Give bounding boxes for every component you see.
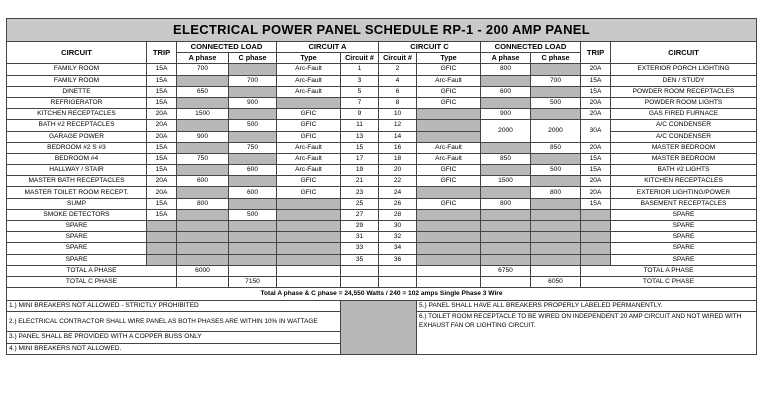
type-a xyxy=(277,221,341,232)
trip-left: 15A xyxy=(147,209,177,220)
c-phase-left: 750 xyxy=(229,142,277,153)
circuit-name-right: SPARE xyxy=(611,209,757,220)
a-phase-right xyxy=(481,209,531,220)
trip-right: 30A xyxy=(581,120,611,142)
a-phase-left: 1500 xyxy=(177,109,229,120)
a-phase-right: 800 xyxy=(481,64,531,75)
c-phase-left: 600 xyxy=(229,187,277,198)
circuit-num-c: 14 xyxy=(379,131,417,142)
circuit-num-a: 29 xyxy=(341,221,379,232)
trip-right xyxy=(581,232,611,243)
a-phase-right xyxy=(481,165,531,176)
table-row xyxy=(7,209,757,220)
table-row xyxy=(7,131,757,142)
type-a: GFIC xyxy=(277,120,341,131)
circuit-name-right: SPARE xyxy=(611,254,757,265)
circuit-num-c: 6 xyxy=(379,86,417,97)
circuit-num-c: 22 xyxy=(379,176,417,187)
c-phase-right: 800 xyxy=(531,187,581,198)
type-a xyxy=(277,209,341,220)
a-phase-right: 1500 xyxy=(481,176,531,187)
a-phase-right xyxy=(481,221,531,232)
a-phase-left: 800 xyxy=(177,198,229,209)
type-c: GFIC xyxy=(417,198,481,209)
circuit-num-c: 8 xyxy=(379,97,417,108)
total-c-label-right: TOTAL C PHASE xyxy=(581,276,757,287)
trip-right: 20A xyxy=(581,109,611,120)
trip-left: 15A xyxy=(147,97,177,108)
circuit-name-right: SPARE xyxy=(611,221,757,232)
type-c xyxy=(417,131,481,142)
c-phase-right xyxy=(531,243,581,254)
circuit-num-a: 15 xyxy=(341,142,379,153)
trip-right: 15A xyxy=(581,86,611,97)
c-phase-right xyxy=(531,64,581,75)
header-circuit-num-a: Circuit # xyxy=(341,53,379,64)
type-c: GFIC xyxy=(417,86,481,97)
type-c: Arc-Fault xyxy=(417,142,481,153)
schedule-rows xyxy=(7,64,757,265)
circuit-name-left: FAMILY ROOM xyxy=(7,64,147,75)
trip-right xyxy=(581,254,611,265)
circuit-num-c: 28 xyxy=(379,209,417,220)
circuit-num-a: 1 xyxy=(341,64,379,75)
type-c xyxy=(417,209,481,220)
circuit-num-a: 13 xyxy=(341,131,379,142)
circuit-num-a: 11 xyxy=(341,120,379,131)
type-a xyxy=(277,232,341,243)
trip-right xyxy=(581,243,611,254)
c-phase-left xyxy=(229,176,277,187)
a-phase-left xyxy=(177,187,229,198)
header-a-phase-left: A phase xyxy=(177,53,229,64)
circuit-num-c: 2 xyxy=(379,64,417,75)
header-connected-load-right: CONNECTED LOAD xyxy=(481,42,581,53)
circuit-num-c: 24 xyxy=(379,187,417,198)
trip-right: 20A xyxy=(581,142,611,153)
c-phase-left xyxy=(229,243,277,254)
circuit-name-left: BATH #2 RECEPTACLES xyxy=(7,120,147,131)
a-phase-left: 900 xyxy=(177,131,229,142)
circuit-num-c: 34 xyxy=(379,243,417,254)
circuit-name-left: SPARE xyxy=(7,232,147,243)
c-phase-right xyxy=(531,153,581,164)
trip-left xyxy=(147,243,177,254)
total-a-label-right: TOTAL A PHASE xyxy=(581,265,757,276)
trip-left xyxy=(147,254,177,265)
c-phase-right: 700 xyxy=(531,75,581,86)
table-row xyxy=(7,232,757,243)
header-c-phase-left: C phase xyxy=(229,53,277,64)
note-3: 3.) PANEL SHALL BE PROVIDED WITH A COPPER BUSS ONLY xyxy=(7,332,341,343)
type-c xyxy=(417,243,481,254)
schedule-table xyxy=(6,18,757,355)
panel-schedule xyxy=(6,18,756,355)
type-a xyxy=(277,243,341,254)
type-c xyxy=(417,109,481,120)
a-phase-left xyxy=(177,209,229,220)
trip-right xyxy=(581,209,611,220)
trip-left: 20A xyxy=(147,120,177,131)
type-a: GFIC xyxy=(277,131,341,142)
trip-left: 20A xyxy=(147,131,177,142)
c-phase-left: 500 xyxy=(229,120,277,131)
circuit-name-left: BEDROOM #4 xyxy=(7,153,147,164)
type-a: GFIC xyxy=(277,187,341,198)
type-c: GFIC xyxy=(417,64,481,75)
a-phase-right xyxy=(481,243,531,254)
a-phase-right xyxy=(481,142,531,153)
table-row xyxy=(7,86,757,97)
type-c xyxy=(417,187,481,198)
c-phase-right: 850 xyxy=(531,142,581,153)
circuit-name-right: BATH #2 LIGHTS xyxy=(611,165,757,176)
circuit-name-right: SPARE xyxy=(611,243,757,254)
a-phase-right xyxy=(481,187,531,198)
c-phase-right: 2000 xyxy=(531,120,581,142)
circuit-name-left: HALLWAY / STAIR xyxy=(7,165,147,176)
header-connected-load-left: CONNECTED LOAD xyxy=(177,42,277,53)
type-a: GFIC xyxy=(277,176,341,187)
circuit-num-c: 20 xyxy=(379,165,417,176)
header-circuit-right: CIRCUIT xyxy=(611,42,757,64)
table-row xyxy=(7,109,757,120)
circuit-name-right: KITCHEN RECEPTACLES xyxy=(611,176,757,187)
a-phase-right: 900 xyxy=(481,109,531,120)
circuit-num-c: 32 xyxy=(379,232,417,243)
circuit-num-a: 9 xyxy=(341,109,379,120)
type-a: Arc-Fault xyxy=(277,64,341,75)
circuit-num-c: 18 xyxy=(379,153,417,164)
type-a: Arc-Fault xyxy=(277,142,341,153)
type-c: GFIC xyxy=(417,165,481,176)
a-phase-left xyxy=(177,97,229,108)
trip-left: 15A xyxy=(147,64,177,75)
trip-right: 15A xyxy=(581,165,611,176)
type-a: Arc-Fault xyxy=(277,86,341,97)
schedule-footer xyxy=(7,265,757,354)
a-phase-left xyxy=(177,232,229,243)
note-2: 2.) ELECTRICAL CONTRACTOR SHALL WIRE PANEL AS BOTH PHASES ARE WITHIN 10% IN WATTAGE xyxy=(7,312,341,332)
circuit-name-left: SUMP xyxy=(7,198,147,209)
total-a-label-left: TOTAL A PHASE xyxy=(7,265,177,276)
circuit-num-c: 10 xyxy=(379,109,417,120)
circuit-num-a: 23 xyxy=(341,187,379,198)
circuit-num-c: 4 xyxy=(379,75,417,86)
load-summary: Total A phase & C phase = 24,550 Watts / 240 = 102 amps Single Phase 3 Wire xyxy=(7,288,757,301)
table-row xyxy=(7,75,757,86)
circuit-num-a: 3 xyxy=(341,75,379,86)
c-phase-right: 500 xyxy=(531,165,581,176)
table-row xyxy=(7,176,757,187)
trip-left: 15A xyxy=(147,153,177,164)
c-phase-left xyxy=(229,254,277,265)
circuit-name-right: EXTERIOR PORCH LIGHTING xyxy=(611,64,757,75)
header-type-a: Type xyxy=(277,53,341,64)
circuit-name-right: A/C CONDENSER xyxy=(611,131,757,142)
a-phase-right: 600 xyxy=(481,86,531,97)
trip-left xyxy=(147,232,177,243)
c-phase-left xyxy=(229,109,277,120)
header-trip-left: TRIP xyxy=(147,42,177,64)
a-phase-left xyxy=(177,142,229,153)
circuit-num-c: 12 xyxy=(379,120,417,131)
circuit-num-a: 21 xyxy=(341,176,379,187)
circuit-name-left: SPARE xyxy=(7,243,147,254)
c-phase-left xyxy=(229,232,277,243)
c-phase-right xyxy=(531,176,581,187)
circuit-name-left: FAMILY ROOM xyxy=(7,75,147,86)
type-c xyxy=(417,232,481,243)
type-a xyxy=(277,97,341,108)
circuit-name-left: REFRIGERATOR xyxy=(7,97,147,108)
type-a xyxy=(277,254,341,265)
header-a-phase-right: A phase xyxy=(481,53,531,64)
circuit-name-right: DEN / STUDY xyxy=(611,75,757,86)
trip-right: 20A xyxy=(581,187,611,198)
table-row xyxy=(7,97,757,108)
c-phase-right xyxy=(531,198,581,209)
c-phase-right xyxy=(531,86,581,97)
c-phase-left xyxy=(229,64,277,75)
circuit-num-c: 26 xyxy=(379,198,417,209)
a-phase-right xyxy=(481,232,531,243)
type-a: Arc-Fault xyxy=(277,75,341,86)
header-trip-right: TRIP xyxy=(581,42,611,64)
circuit-name-right: SPARE xyxy=(611,232,757,243)
table-row xyxy=(7,165,757,176)
table-row xyxy=(7,120,757,131)
a-phase-left xyxy=(177,165,229,176)
circuit-name-right: BASEMENT RECEPTACLES xyxy=(611,198,757,209)
a-phase-right: 850 xyxy=(481,153,531,164)
c-phase-left xyxy=(229,221,277,232)
header-circuit-c: CIRCUIT C xyxy=(379,42,481,53)
page-title: ELECTRICAL POWER PANEL SCHEDULE RP-1 - 200 AMP PANEL xyxy=(7,19,757,42)
type-c: GFIC xyxy=(417,176,481,187)
circuit-num-a: 27 xyxy=(341,209,379,220)
type-a: Arc-Fault xyxy=(277,165,341,176)
circuit-name-left: DINETTE xyxy=(7,86,147,97)
type-c xyxy=(417,254,481,265)
circuit-num-a: 31 xyxy=(341,232,379,243)
circuit-name-left: BEDROOM #2 S #3 xyxy=(7,142,147,153)
c-phase-left xyxy=(229,131,277,142)
table-row xyxy=(7,153,757,164)
circuit-name-right: MASTER BEDROOM xyxy=(611,153,757,164)
type-c: Arc-Fault xyxy=(417,75,481,86)
c-phase-left xyxy=(229,198,277,209)
total-c-value-right: 6050 xyxy=(531,276,581,287)
a-phase-right xyxy=(481,97,531,108)
note-1: 1.) MINI BREAKERS NOT ALLOWED - STRICTLY PROHIBITED xyxy=(7,301,341,312)
circuit-num-a: 19 xyxy=(341,165,379,176)
circuit-name-left: MASTER BATH RECEPTACLES xyxy=(7,176,147,187)
header-type-c: Type xyxy=(417,53,481,64)
circuit-num-c: 30 xyxy=(379,221,417,232)
a-phase-left: 600 xyxy=(177,176,229,187)
header-c-phase-right: C phase xyxy=(531,53,581,64)
a-phase-left: 700 xyxy=(177,64,229,75)
table-row xyxy=(7,64,757,75)
total-a-value-right: 6750 xyxy=(481,265,531,276)
trip-right: 20A xyxy=(581,64,611,75)
type-c xyxy=(417,221,481,232)
note-6: 6.) TOILET ROOM RECEPTACLE TO BE WIRED ON INDEPENDENT 20 AMP CIRCUIT AND NOT WIRED WITH EXHAUST FAN OR LIGHTING CIRCUIT. xyxy=(417,312,757,354)
trip-right xyxy=(581,221,611,232)
trip-right: 15A xyxy=(581,153,611,164)
trip-right: 20A xyxy=(581,176,611,187)
trip-right: 15A xyxy=(581,198,611,209)
trip-left: 20A xyxy=(147,187,177,198)
trip-right: 20A xyxy=(581,97,611,108)
header-circuit-num-c: Circuit # xyxy=(379,53,417,64)
trip-left: 15A xyxy=(147,86,177,97)
trip-left: 15A xyxy=(147,75,177,86)
circuit-name-right: MASTER BEDROOM xyxy=(611,142,757,153)
table-row xyxy=(7,254,757,265)
a-phase-left xyxy=(177,243,229,254)
trip-left: 15A xyxy=(147,142,177,153)
a-phase-left xyxy=(177,254,229,265)
header-circuit-a: CIRCUIT A xyxy=(277,42,379,53)
c-phase-left: 700 xyxy=(229,75,277,86)
c-phase-right xyxy=(531,254,581,265)
circuit-name-right: POWDER ROOM RECEPTACLES xyxy=(611,86,757,97)
table-row xyxy=(7,243,757,254)
c-phase-right xyxy=(531,232,581,243)
circuit-name-left: SMOKE DETECTORS xyxy=(7,209,147,220)
a-phase-left xyxy=(177,75,229,86)
circuit-name-left: SPARE xyxy=(7,254,147,265)
c-phase-left: 500 xyxy=(229,209,277,220)
circuit-name-left: KITCHEN RECEPTACLES xyxy=(7,109,147,120)
c-phase-left xyxy=(229,86,277,97)
circuit-num-a: 7 xyxy=(341,97,379,108)
a-phase-left: 750 xyxy=(177,153,229,164)
header-circuit-left: CIRCUIT xyxy=(7,42,147,64)
circuit-name-left: GARAGE POWER xyxy=(7,131,147,142)
note-5: 5.) PANEL SHALL HAVE ALL BREAKERS PROPERLY LABELED PERMANENTLY. xyxy=(417,301,757,312)
trip-left: 15A xyxy=(147,165,177,176)
circuit-num-a: 35 xyxy=(341,254,379,265)
circuit-num-a: 5 xyxy=(341,86,379,97)
circuit-num-c: 36 xyxy=(379,254,417,265)
a-phase-left xyxy=(177,221,229,232)
table-row xyxy=(7,198,757,209)
circuit-name-right: EXTERIOR LIGHTING/POWER xyxy=(611,187,757,198)
circuit-num-a: 25 xyxy=(341,198,379,209)
type-a: Arc-Fault xyxy=(277,153,341,164)
table-row xyxy=(7,221,757,232)
c-phase-right xyxy=(531,221,581,232)
circuit-name-left: SPARE xyxy=(7,221,147,232)
a-phase-right xyxy=(481,254,531,265)
circuit-num-a: 17 xyxy=(341,153,379,164)
table-row xyxy=(7,142,757,153)
trip-left xyxy=(147,221,177,232)
type-c: Arc-Fault xyxy=(417,153,481,164)
circuit-name-right: GAS FIRED FURNACE xyxy=(611,109,757,120)
c-phase-right xyxy=(531,109,581,120)
a-phase-left xyxy=(177,120,229,131)
c-phase-left: 900 xyxy=(229,97,277,108)
circuit-num-c: 16 xyxy=(379,142,417,153)
c-phase-left xyxy=(229,153,277,164)
total-a-value-left: 6000 xyxy=(177,265,229,276)
note-4: 4.) MINI BREAKERS NOT ALLOWED. xyxy=(7,343,341,354)
c-phase-left: 600 xyxy=(229,165,277,176)
trip-left: 15A xyxy=(147,198,177,209)
a-phase-right: 800 xyxy=(481,198,531,209)
circuit-num-a: 33 xyxy=(341,243,379,254)
a-phase-left: 650 xyxy=(177,86,229,97)
type-c xyxy=(417,120,481,131)
trip-left: 20A xyxy=(147,109,177,120)
table-row xyxy=(7,187,757,198)
circuit-name-left: MASTER TOILET ROOM RECEPT. xyxy=(7,187,147,198)
circuit-name-right: A/C CONDENSER xyxy=(611,120,757,131)
type-a xyxy=(277,198,341,209)
total-c-label-left: TOTAL C PHASE xyxy=(7,276,177,287)
a-phase-right xyxy=(481,75,531,86)
type-c: GFIC xyxy=(417,97,481,108)
a-phase-right: 2000 xyxy=(481,120,531,142)
total-c-value-left: 7150 xyxy=(229,276,277,287)
circuit-name-right: POWDER ROOM LIGHTS xyxy=(611,97,757,108)
type-a: GFIC xyxy=(277,109,341,120)
trip-right: 15A xyxy=(581,75,611,86)
notes-divider xyxy=(341,301,417,355)
trip-left: 20A xyxy=(147,176,177,187)
c-phase-right: 500 xyxy=(531,97,581,108)
c-phase-right xyxy=(531,209,581,220)
